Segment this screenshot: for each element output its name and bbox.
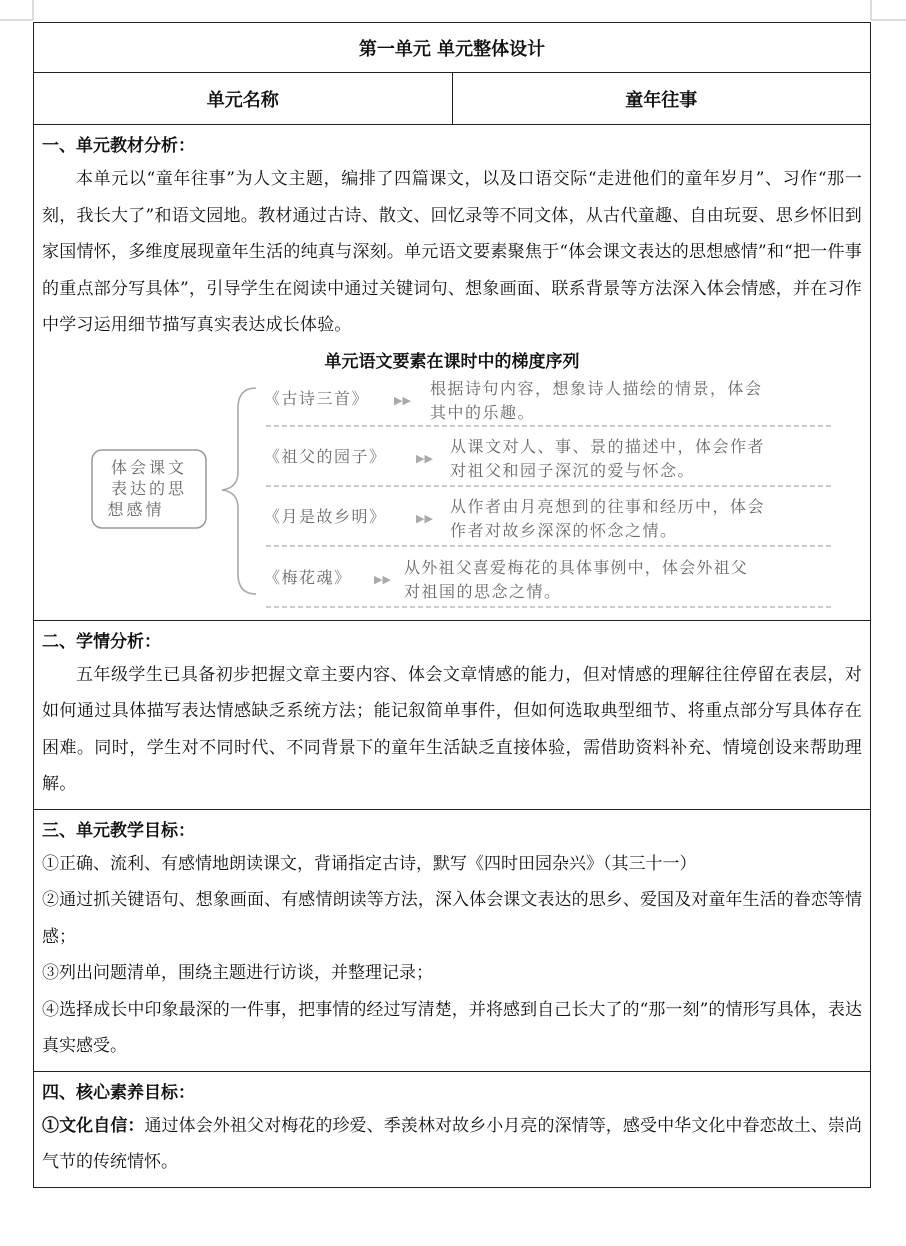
center-line: 体会课文: [110, 457, 188, 477]
section-textbook-analysis: [34, 125, 870, 621]
double-arrow-icon: ▶▶: [394, 393, 411, 407]
branch-line: 作者对故乡深深的怀念之情。: [450, 520, 678, 540]
section-heading: 四、核心素养目标：: [42, 1082, 195, 1103]
unit-name-label: 单元名称: [34, 73, 453, 124]
branch-line: 从外祖父喜爱梅花的具体事例中，体会外祖父: [404, 557, 749, 577]
branch-line: 对祖父和园子深沉的爱与怀念。: [450, 460, 696, 480]
section-teaching-goals: [34, 810, 870, 1072]
branch-line: 其中的乐趣。: [430, 402, 536, 422]
literacy-item-label: ①文化自信：: [42, 1115, 145, 1136]
section-heading: 一、单元教材分析：: [42, 136, 195, 156]
section-heading: 三、单元教学目标：: [42, 820, 195, 841]
branch-title: 《月是故乡明》: [264, 506, 387, 526]
branch-line: 对祖国的思念之情。: [404, 581, 562, 601]
branch-title: 《梅花魂》: [264, 567, 352, 587]
unit-name-value: 童年往事: [625, 89, 698, 111]
gradient-sequence-diagram: [42, 380, 862, 614]
double-arrow-icon: ▶▶: [374, 572, 391, 586]
section-paragraph: 本单元以“童年往事”为人文主题，编排了四篇课文，以及口语交际“走进他们的童年岁月”、习作“那一刻，我长大了”和语文园地。教材通过古诗、散文、回忆录等不同文体，从古代童趣、自由玩耍、思乡怀旧到家国情怀，多维度展现童年生活的纯真与深刻。单元语文要素聚焦于“体会课文表达的思想感情”和“把一件事的重点部分写具体”，引导学生在阅读中通过关键词句、想象画面、联系背景等方法深入体会情感，并在习作中学习运用细节描写真实表达成长体验。: [42, 169, 862, 335]
section-core-literacy: [34, 1072, 870, 1187]
center-line: 表达的思: [110, 478, 188, 498]
branch-title: 《古诗三首》: [264, 388, 370, 408]
branch-title: 《祖父的园子》: [264, 446, 387, 466]
branch-line: 根据诗句内容，想象诗人描绘的情景，体会: [430, 379, 763, 398]
section-student-analysis: [34, 621, 870, 810]
goal-item: ④选择成长中印象最深的一件事，把事情的经过写清楚，并将感到自己长大了的“那一刻”的情形写具体，表达真实感受。: [42, 999, 862, 1056]
section-heading: 二、学情分析：: [42, 631, 161, 652]
center-line: 想感情: [107, 499, 165, 519]
brace-icon: [222, 388, 256, 594]
page-corner-mark: [0, 0, 906, 22]
goal-item: ②通过抓关键语句、想象画面、有感情朗读等方法，深入体会课文表达的思乡、爱国及对童年生活的眷恋等情感；: [42, 890, 862, 947]
table-title-row: [34, 23, 870, 73]
diagram-title: 单元语文要素在课时中的梯度序列: [324, 351, 580, 372]
branch-line: 从课文对人、事、景的描述中，体会作者: [450, 436, 766, 456]
unit-name-row: [34, 73, 870, 125]
literacy-item-text: 通过体会外祖父对梅花的珍爱、季羡林对故乡小月亮的深情等，感受中华文化中眷恋故土、崇尚气节的传统情怀。: [42, 1115, 863, 1172]
branch-line: 从作者由月亮想到的往事和经历中，体会: [450, 496, 766, 516]
page-title[interactable]: 第一单元 单元整体设计: [358, 38, 546, 60]
goal-item: ①正确、流利、有感情地朗读课文，背诵指定古诗，默写《四时田园杂兴》（其三十一）: [42, 853, 697, 874]
unit-design-table: [33, 22, 871, 1188]
goal-item: ③列出问题清单，围绕主题进行访谈，并整理记录；: [42, 963, 433, 983]
diagram-canvas: [42, 380, 862, 614]
double-arrow-icon: ▶▶: [416, 451, 433, 465]
section-paragraph: 五年级学生已具备初步把握文章主要内容、体会文章情感的能力，但对情感的理解往往停留在表层，对如何通过具体描写表达情感缺乏系统方法；能记叙简单事件，但如何选取典型细节、将重点部分写具体存在困难。同时，学生对不同时代、不同背景下的童年生活缺乏直接体验，需借助资料补充、情境创设来帮助理解。: [42, 664, 862, 794]
double-arrow-icon: ▶▶: [416, 511, 433, 525]
literacy-item: [42, 1108, 862, 1181]
